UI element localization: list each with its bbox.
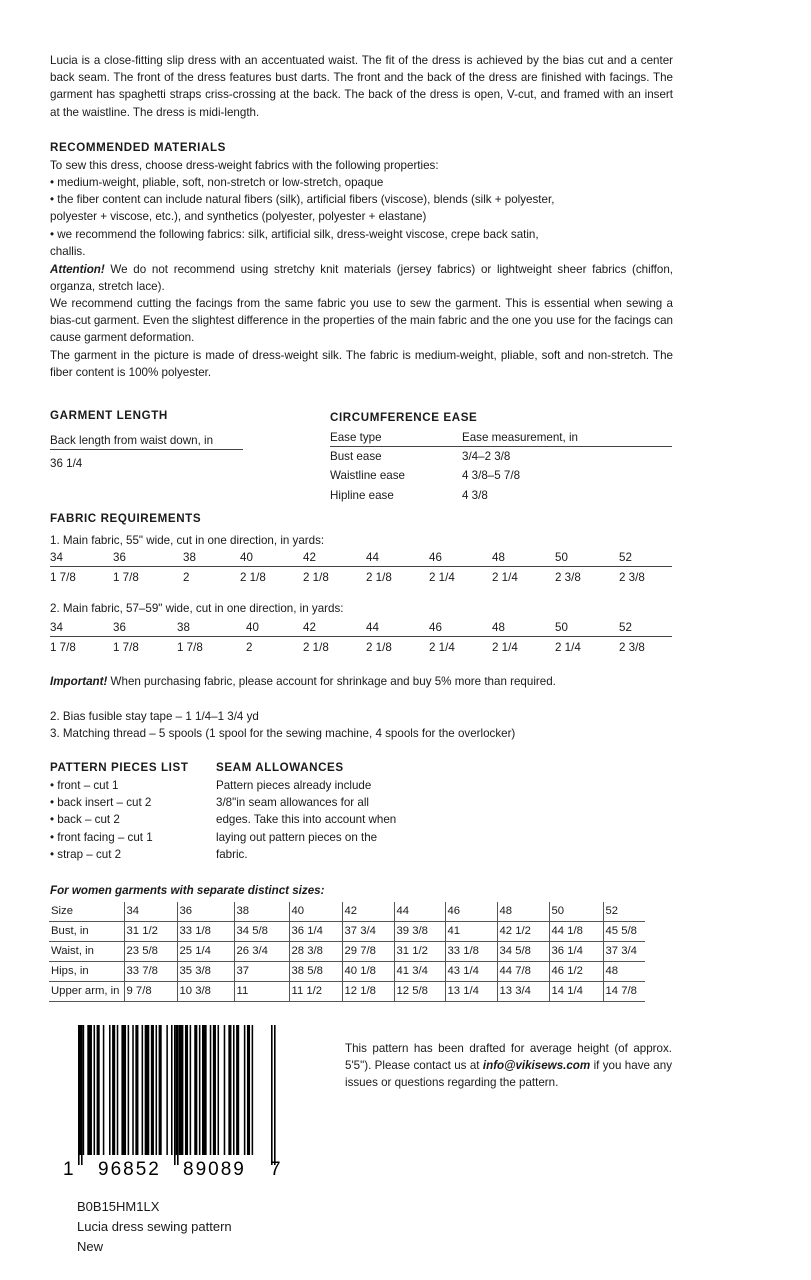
- size-chart-cell: 26 3/4: [234, 942, 289, 962]
- barcode-bar: [151, 1025, 154, 1155]
- size-chart-cell: 34: [124, 902, 177, 922]
- barcode-bar: [190, 1025, 192, 1155]
- barcode-bar: [81, 1025, 83, 1165]
- size-chart-cell: 39 3/8: [394, 922, 445, 942]
- intro-paragraph: Lucia is a close-fitting slip dress with an accentuated waist. The fit of the dress is achieved by the bias cut and a center back seam. The front of the dress features bust darts. The front and the back of the dress are finished with facings. The garment has spaghetti straps criss-crossing at the back. The back of the dress is open, V-cut, and framed with an insert at the waistline. The dress is midi-length.: [50, 54, 673, 119]
- size-cell: 36: [113, 621, 126, 634]
- size-chart-cell: 29 7/8: [342, 942, 394, 962]
- barcode-bar: [109, 1025, 111, 1155]
- barcode-bar: [218, 1025, 220, 1155]
- barcode-bar: [185, 1025, 188, 1155]
- size-chart-cell: 34 5/8: [234, 922, 289, 942]
- yardage-cell: 1 7/8: [50, 641, 76, 654]
- barcode-digit-last: 7: [270, 1159, 281, 1180]
- seam-line: edges. Take this into account when: [216, 813, 397, 826]
- garment-length-rule: [50, 449, 243, 450]
- height-note-text: This pattern has been drafted for average height (of approx. 5'5"). Please contact us at: [345, 1042, 672, 1073]
- size-cell: 50: [555, 621, 568, 634]
- yardage-cell: 1 7/8: [113, 571, 139, 584]
- size-chart-cell: 37 3/4: [603, 942, 645, 962]
- materials-bullet-3a: • we recommend the following fabrics: silk, artificial silk, dress-weight viscose, crepe back satin,: [50, 228, 539, 241]
- yardage-cell: 2 3/8: [555, 571, 581, 584]
- size-chart-cell: 44: [394, 902, 445, 922]
- yardage-cell: 1 7/8: [50, 571, 76, 584]
- barcode-bar: [177, 1025, 179, 1165]
- barcode-bar: [145, 1025, 150, 1155]
- size-chart-cell: 34 5/8: [497, 942, 549, 962]
- size-chart-row-label: Bust, in: [49, 922, 124, 942]
- size-chart-cell: 38: [234, 902, 289, 922]
- picture-paragraph: The garment in the picture is made of dress-weight silk. The fabric is medium-weight, pliable, soft and non-stretch. The fiber content is 100% polyester.: [50, 349, 673, 380]
- size-chart-cell: 36 1/4: [289, 922, 342, 942]
- ease-col-measurement: Ease measurement, in: [462, 431, 578, 444]
- size-chart-row: [49, 962, 645, 982]
- yardage-cell: 2 1/4: [492, 641, 518, 654]
- size-chart-cell: 46 1/2: [549, 962, 603, 982]
- size-chart-cell: 23 5/8: [124, 942, 177, 962]
- piece-item: • strap – cut 2: [50, 848, 122, 861]
- size-chart-cell: 50: [549, 902, 603, 922]
- size-chart-cell: 13 1/4: [445, 982, 497, 1002]
- ease-row-type: Waistline ease: [330, 469, 405, 482]
- size-chart-cell: 41: [445, 922, 497, 942]
- barcode-bar: [252, 1025, 254, 1155]
- barcode-bar: [176, 1025, 178, 1155]
- fabric-table2-title: 2. Main fabric, 57–59" wide, cut in one direction, in yards:: [50, 602, 344, 615]
- barcode-bar: [142, 1025, 144, 1155]
- size-cell: 34: [50, 551, 63, 564]
- barcode-bar: [94, 1025, 96, 1155]
- size-cell: 44: [366, 621, 379, 634]
- size-chart-cell: 52: [603, 902, 645, 922]
- size-chart-row: [49, 922, 645, 942]
- yardage-cell: 1 7/8: [113, 641, 139, 654]
- barcode-bar: [87, 1025, 92, 1155]
- piece-item: • front – cut 1: [50, 779, 119, 792]
- barcode-digit-first: 1: [63, 1159, 74, 1180]
- barcode-group-1: 96852: [98, 1159, 161, 1180]
- size-chart-cell: 37 3/4: [342, 922, 394, 942]
- size-chart-row-label: Waist, in: [49, 942, 124, 962]
- yardage-cell: 2 3/8: [619, 641, 645, 654]
- yardage-cell: 2 1/8: [366, 641, 392, 654]
- size-chart-cell: 33 1/8: [177, 922, 234, 942]
- size-cell: 48: [492, 551, 505, 564]
- fabric-table1-rule: [50, 566, 672, 567]
- yardage-cell: 2: [246, 641, 253, 654]
- size-chart-cell: 44 7/8: [497, 962, 549, 982]
- garment-length-label: Back length from waist down, in: [50, 434, 214, 447]
- size-cell: 52: [619, 551, 632, 564]
- product-name: Lucia dress sewing pattern: [77, 1219, 232, 1234]
- barcode-bar: [233, 1025, 235, 1155]
- barcode-bar: [271, 1025, 273, 1165]
- size-chart-table: [49, 902, 645, 1002]
- size-chart-cell: 42: [342, 902, 394, 922]
- materials-bullet-1: • medium-weight, pliable, soft, non-stretch or low-stretch, opaque: [50, 176, 384, 189]
- yardage-cell: 2 1/8: [303, 571, 329, 584]
- yardage-cell: 2 1/4: [492, 571, 518, 584]
- seam-heading: SEAM ALLOWANCES: [216, 761, 344, 774]
- ease-row-type: Hipline ease: [330, 489, 394, 502]
- ease-row-value: 4 3/8: [462, 489, 488, 502]
- seam-line: laying out pattern pieces on the: [216, 831, 378, 844]
- barcode-bar: [194, 1025, 197, 1155]
- size-chart-cell: 33 1/8: [445, 942, 497, 962]
- size-chart-cell: 40 1/8: [342, 962, 394, 982]
- facings-paragraph: We recommend cutting the facings from the same fabric you use to sew the garment. This is essential when sewing a bias-cut garment. Even the slightest difference in the properties of the main fabric and the one you use for the facings can cause garment deformation.: [50, 297, 673, 345]
- size-chart-cell: 28 3/8: [289, 942, 342, 962]
- barcode: [60, 1025, 292, 1180]
- barcode-group-2: 89089: [183, 1159, 246, 1180]
- ease-row-type: Bust ease: [330, 450, 382, 463]
- barcode-bar: [135, 1025, 138, 1155]
- materials-bullet-2b: polyester + viscose, etc.), and synthetics (polyester, polyester + elastane): [50, 210, 427, 223]
- barcode-bar: [199, 1025, 201, 1155]
- seam-line: Pattern pieces already include: [216, 779, 372, 792]
- size-chart-row-label: Size: [49, 902, 124, 922]
- size-chart-cell: 48: [497, 902, 549, 922]
- size-chart-cell: 46: [445, 902, 497, 922]
- materials-bullet-3b: challis.: [50, 245, 86, 258]
- yardage-cell: 2 1/8: [366, 571, 392, 584]
- size-cell: 34: [50, 621, 63, 634]
- barcode-bar: [128, 1025, 130, 1155]
- fabric-table1-title: 1. Main fabric, 55" wide, cut in one direction, in yards:: [50, 534, 325, 547]
- height-note-end: if you have any issues or questions regarding the pattern.: [345, 1059, 672, 1090]
- size-cell: 48: [492, 621, 505, 634]
- barcode-bar: [236, 1025, 239, 1155]
- size-chart-cell: 43 1/4: [445, 962, 497, 982]
- yardage-cell: 2 1/8: [240, 571, 266, 584]
- height-note: [345, 1040, 672, 1092]
- size-chart-cell: 9 7/8: [124, 982, 177, 1002]
- size-chart-cell: 48: [603, 962, 645, 982]
- size-cell: 36: [113, 551, 126, 564]
- size-chart-cell: 10 3/8: [177, 982, 234, 1002]
- attention-text: We do not recommend using stretchy knit materials (jersey fabrics) or lightweight sheer fabrics (chiffon, organza, stretch lace).: [50, 263, 673, 294]
- size-chart-cell: 31 1/2: [124, 922, 177, 942]
- barcode-bar: [224, 1025, 226, 1155]
- barcode-bar: [97, 1025, 100, 1155]
- size-chart-cell: 31 1/2: [394, 942, 445, 962]
- barcode-bar: [83, 1025, 85, 1155]
- pieces-heading: PATTERN PIECES LIST: [50, 761, 189, 774]
- fabric-heading: FABRIC REQUIREMENTS: [50, 512, 202, 525]
- size-cell: 52: [619, 621, 632, 634]
- size-chart-cell: 41 3/4: [394, 962, 445, 982]
- barcode-bar: [121, 1025, 126, 1155]
- piece-item: • front facing – cut 1: [50, 831, 153, 844]
- important-text: When purchasing fabric, please account for shrinkage and buy 5% more than required.: [107, 675, 556, 688]
- size-chart-cell: 45 5/8: [603, 922, 645, 942]
- barcode-bar: [210, 1025, 212, 1155]
- piece-item: • back – cut 2: [50, 813, 120, 826]
- size-chart-row: [49, 902, 645, 922]
- ease-row-value: 3/4–2 3/8: [462, 450, 511, 463]
- yardage-cell: 2 1/4: [555, 641, 581, 654]
- yardage-cell: 1 7/8: [177, 641, 203, 654]
- barcode-bar: [179, 1025, 184, 1155]
- size-cell: 50: [555, 551, 568, 564]
- size-chart-cell: 44 1/8: [549, 922, 603, 942]
- barcode-bar: [159, 1025, 162, 1155]
- piece-item: • back insert – cut 2: [50, 796, 152, 809]
- product-condition: New: [77, 1239, 104, 1254]
- seam-line: fabric.: [216, 848, 248, 861]
- size-chart-cell: 36: [177, 902, 234, 922]
- barcode-bar: [112, 1025, 115, 1155]
- size-chart-row-label: Upper arm, in: [49, 982, 124, 1002]
- size-chart-cell: 38 5/8: [289, 962, 342, 982]
- size-chart-cell: 12 5/8: [394, 982, 445, 1002]
- size-cell: 40: [240, 551, 253, 564]
- important-note: [50, 673, 556, 690]
- yardage-cell: 2 1/4: [429, 641, 455, 654]
- size-chart-row-label: Hips, in: [49, 962, 124, 982]
- barcode-bar: [171, 1025, 173, 1155]
- yardage-cell: 2 1/8: [303, 641, 329, 654]
- size-cell: 46: [429, 551, 442, 564]
- size-cell: 44: [366, 551, 379, 564]
- fabric-table2-rule: [50, 636, 672, 637]
- size-chart-title: For women garments with separate distinct sizes:: [50, 884, 325, 897]
- size-chart-cell: 14 1/4: [549, 982, 603, 1002]
- materials-heading: RECOMMENDED MATERIALS: [50, 141, 226, 154]
- attention-paragraph: [50, 261, 673, 295]
- ease-row-value: 4 3/8–5 7/8: [462, 469, 521, 482]
- yardage-cell: 2: [183, 571, 190, 584]
- size-chart-cell: 11 1/2: [289, 982, 342, 1002]
- ease-col-type: Ease type: [330, 431, 382, 444]
- important-label: Important!: [50, 675, 108, 688]
- size-cell: 40: [246, 621, 259, 634]
- ease-rule: [330, 446, 672, 447]
- garment-length-heading: GARMENT LENGTH: [50, 409, 168, 422]
- barcode-bar: [166, 1025, 168, 1155]
- barcode-bar: [244, 1025, 246, 1155]
- size-chart-cell: 40: [289, 902, 342, 922]
- barcode-bar: [78, 1025, 80, 1165]
- barcode-bar: [213, 1025, 216, 1155]
- yardage-cell: 2 1/4: [429, 571, 455, 584]
- barcode-bar: [117, 1025, 119, 1155]
- size-cell: 38: [177, 621, 190, 634]
- size-chart-cell: 37: [234, 962, 289, 982]
- size-chart-row: [49, 942, 645, 962]
- product-info: [77, 1197, 232, 1257]
- barcode-bar: [228, 1025, 231, 1155]
- barcode-bar: [202, 1025, 207, 1155]
- size-cell: 42: [303, 621, 316, 634]
- size-cell: 42: [303, 551, 316, 564]
- product-asin: B0B15HM1LX: [77, 1199, 160, 1214]
- size-cell: 38: [183, 551, 196, 564]
- attention-label: Attention!: [50, 263, 105, 276]
- barcode-bar: [274, 1025, 276, 1165]
- size-chart-cell: 33 7/8: [124, 962, 177, 982]
- size-chart-row: [49, 982, 645, 1002]
- garment-length-value: 36 1/4: [50, 457, 83, 470]
- barcode-bar: [156, 1025, 158, 1155]
- barcode-bar: [103, 1025, 105, 1155]
- size-chart-cell: 35 3/8: [177, 962, 234, 982]
- size-cell: 46: [429, 621, 442, 634]
- barcode-bar: [247, 1025, 250, 1155]
- barcode-bar: [132, 1025, 134, 1155]
- contact-email[interactable]: info@vikisews.com: [482, 1059, 591, 1073]
- size-chart-cell: 14 7/8: [603, 982, 645, 1002]
- materials-bullet-2a: • the fiber content can include natural fibers (silk), artificial fibers (viscose), blends (silk + polyester,: [50, 193, 555, 206]
- fabric-item-2: 2. Bias fusible stay tape – 1 1/4–1 3/4 yd: [50, 710, 259, 723]
- materials-lead: To sew this dress, choose dress-weight fabrics with the following properties:: [50, 159, 439, 172]
- fabric-item-3: 3. Matching thread – 5 spools (1 spool for the sewing machine, 4 spools for the overlocker): [50, 727, 516, 740]
- size-chart-cell: 12 1/8: [342, 982, 394, 1002]
- yardage-cell: 2 3/8: [619, 571, 645, 584]
- size-chart-cell: 36 1/4: [549, 942, 603, 962]
- size-chart-cell: 42 1/2: [497, 922, 549, 942]
- seam-line: 3/8"in seam allowances for all: [216, 796, 369, 809]
- size-chart-cell: 25 1/4: [177, 942, 234, 962]
- barcode-bar: [174, 1025, 176, 1165]
- size-chart-cell: 11: [234, 982, 289, 1002]
- size-chart-cell: 13 3/4: [497, 982, 549, 1002]
- ease-heading: CIRCUMFERENCE EASE: [330, 411, 478, 424]
